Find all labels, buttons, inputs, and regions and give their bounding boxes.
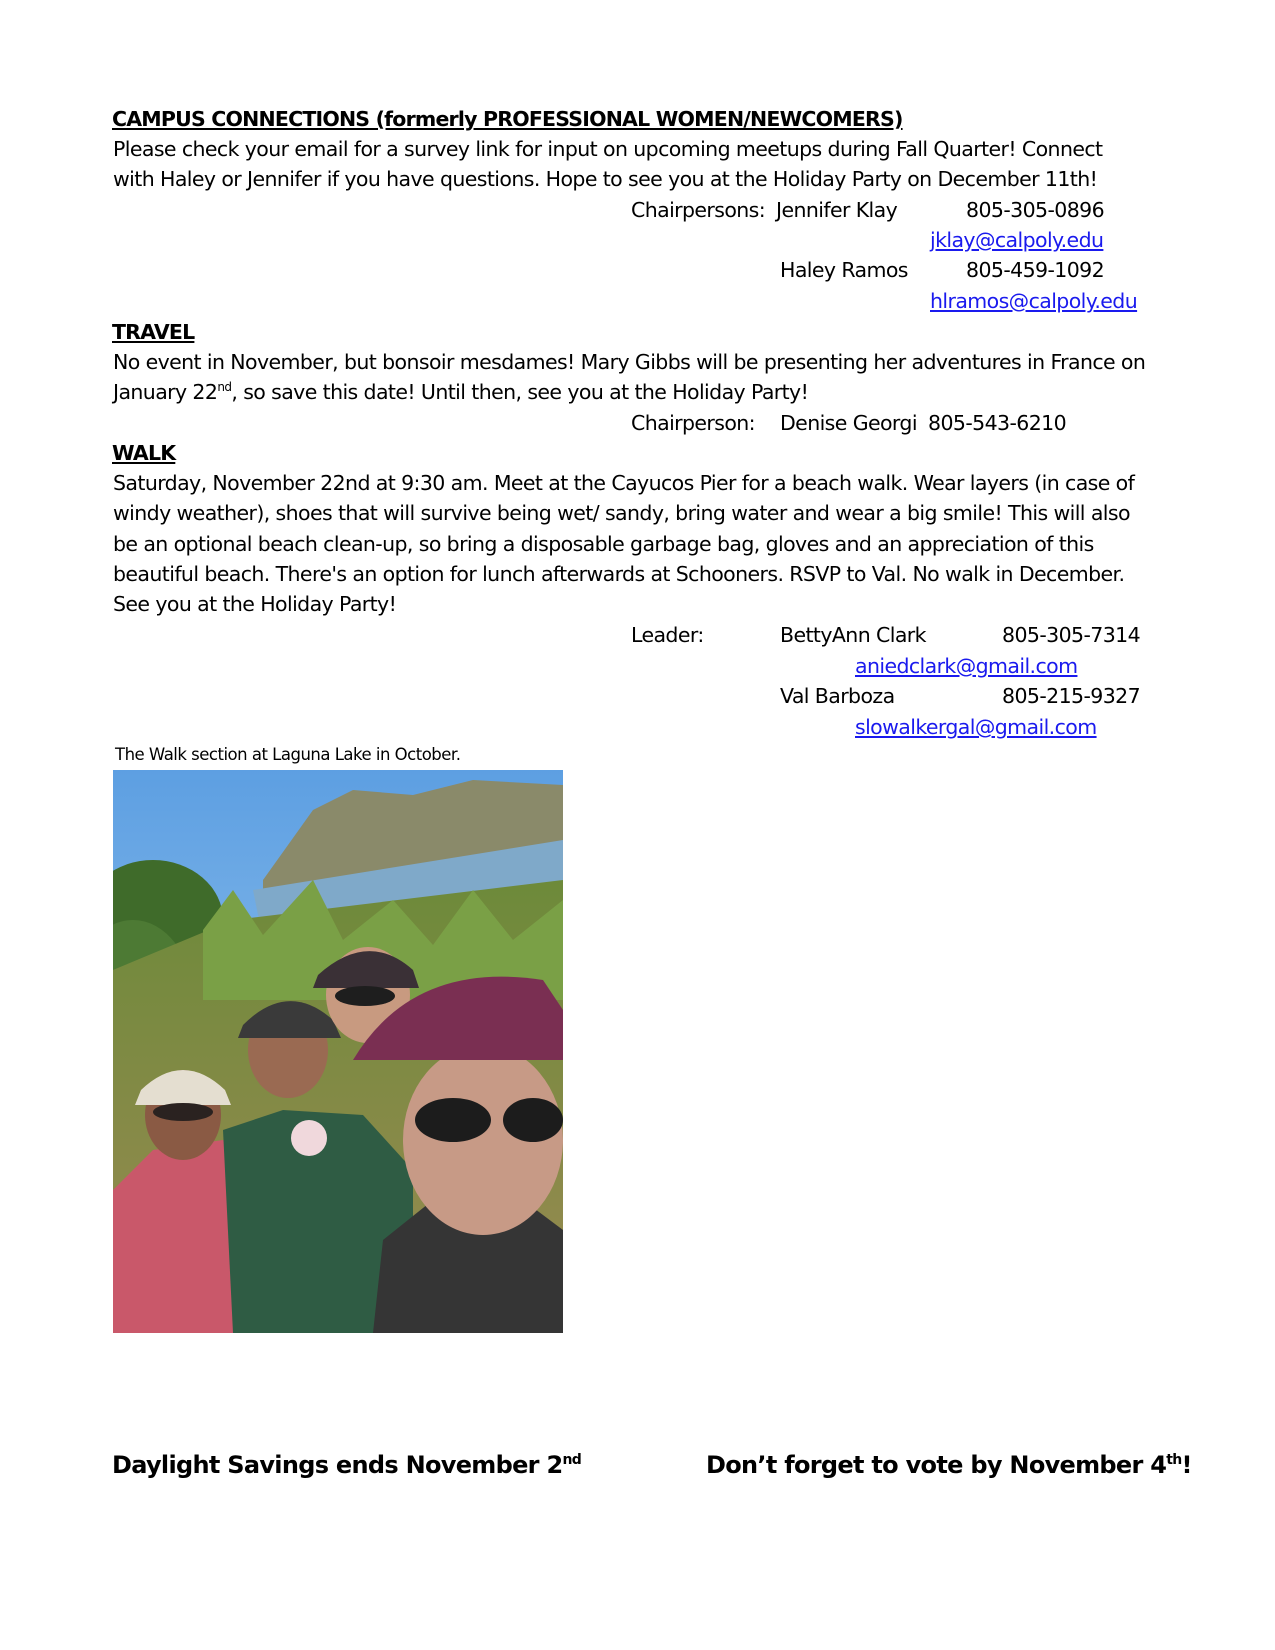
travel-body-line: January 22nd, so save this date! Until then, see you at the Holiday Party! [113, 380, 809, 405]
daylight-savings-note: Daylight Savings ends November 2nd [112, 1451, 582, 1479]
contact-phone: 805-305-0896 [966, 198, 1105, 222]
email-link[interactable]: slowalkergal@gmail.com [855, 715, 1097, 739]
campus-chairpersons-label: Chairpersons: [631, 198, 766, 222]
walk-body-line: windy weather), shoes that will survive being wet/ sandy, bring water and wear a big smile! This will also [113, 501, 1130, 526]
contact-name: Denise Georgi [780, 411, 917, 435]
contact-name: BettyAnn Clark [780, 623, 926, 647]
group-walk-photo [113, 770, 563, 1333]
contact-name: Val Barboza [780, 684, 895, 708]
walk-leader-label: Leader: [631, 623, 704, 647]
walk-body-line: be an optional beach clean-up, so bring a disposable garbage bag, gloves and an appreciation of this [113, 531, 1094, 556]
campus-connections-heading: CAMPUS CONNECTIONS (formerly PROFESSIONAL WOMEN/NEWCOMERS) [112, 107, 903, 131]
walk-body-line: beautiful beach. There's an option for lunch afterwards at Schooners. RSVP to Val. No walk in December. [113, 561, 1125, 586]
travel-body-line: No event in November, but bonsoir mesdames! Mary Gibbs will be presenting her adventures in France on [113, 350, 1146, 374]
email-link[interactable]: jklay@calpoly.edu [930, 228, 1104, 252]
contact-name: Haley Ramos [780, 258, 908, 282]
travel-body [113, 347, 1193, 408]
contact-phone: 805-543-6210 [928, 411, 1067, 435]
email-link[interactable]: aniedclark@gmail.com [855, 654, 1078, 678]
campus-connections-body [113, 134, 1193, 195]
travel-heading: TRAVEL [112, 320, 195, 344]
email-link[interactable]: hlramos@calpoly.edu [930, 289, 1138, 313]
travel-chairperson-label: Chairperson: [631, 411, 755, 435]
campus-body-line: with Haley or Jennifer if you have questions. Hope to see you at the Holiday Party on December 11th! [113, 167, 1098, 192]
walk-body-line: Saturday, November 22nd at 9:30 am. Meet at the Cayucos Pier for a beach walk. Wear layers (in case of [113, 471, 1135, 495]
contact-name: Jennifer Klay [776, 198, 898, 222]
walk-heading: WALK [112, 441, 176, 465]
campus-body-line: Please check your email for a survey link for input on upcoming meetups during Fall Quarter! Connect [113, 137, 1103, 161]
contact-phone: 805-215-9327 [1002, 684, 1141, 708]
vote-reminder: Don’t forget to vote by November 4th! [706, 1451, 1192, 1479]
walk-body [113, 468, 1193, 619]
contact-phone: 805-459-1092 [966, 258, 1105, 282]
photo-caption: The Walk section at Laguna Lake in October. [115, 745, 461, 764]
contact-phone: 805-305-7314 [1002, 623, 1141, 647]
walk-body-line: See you at the Holiday Party! [113, 592, 397, 617]
